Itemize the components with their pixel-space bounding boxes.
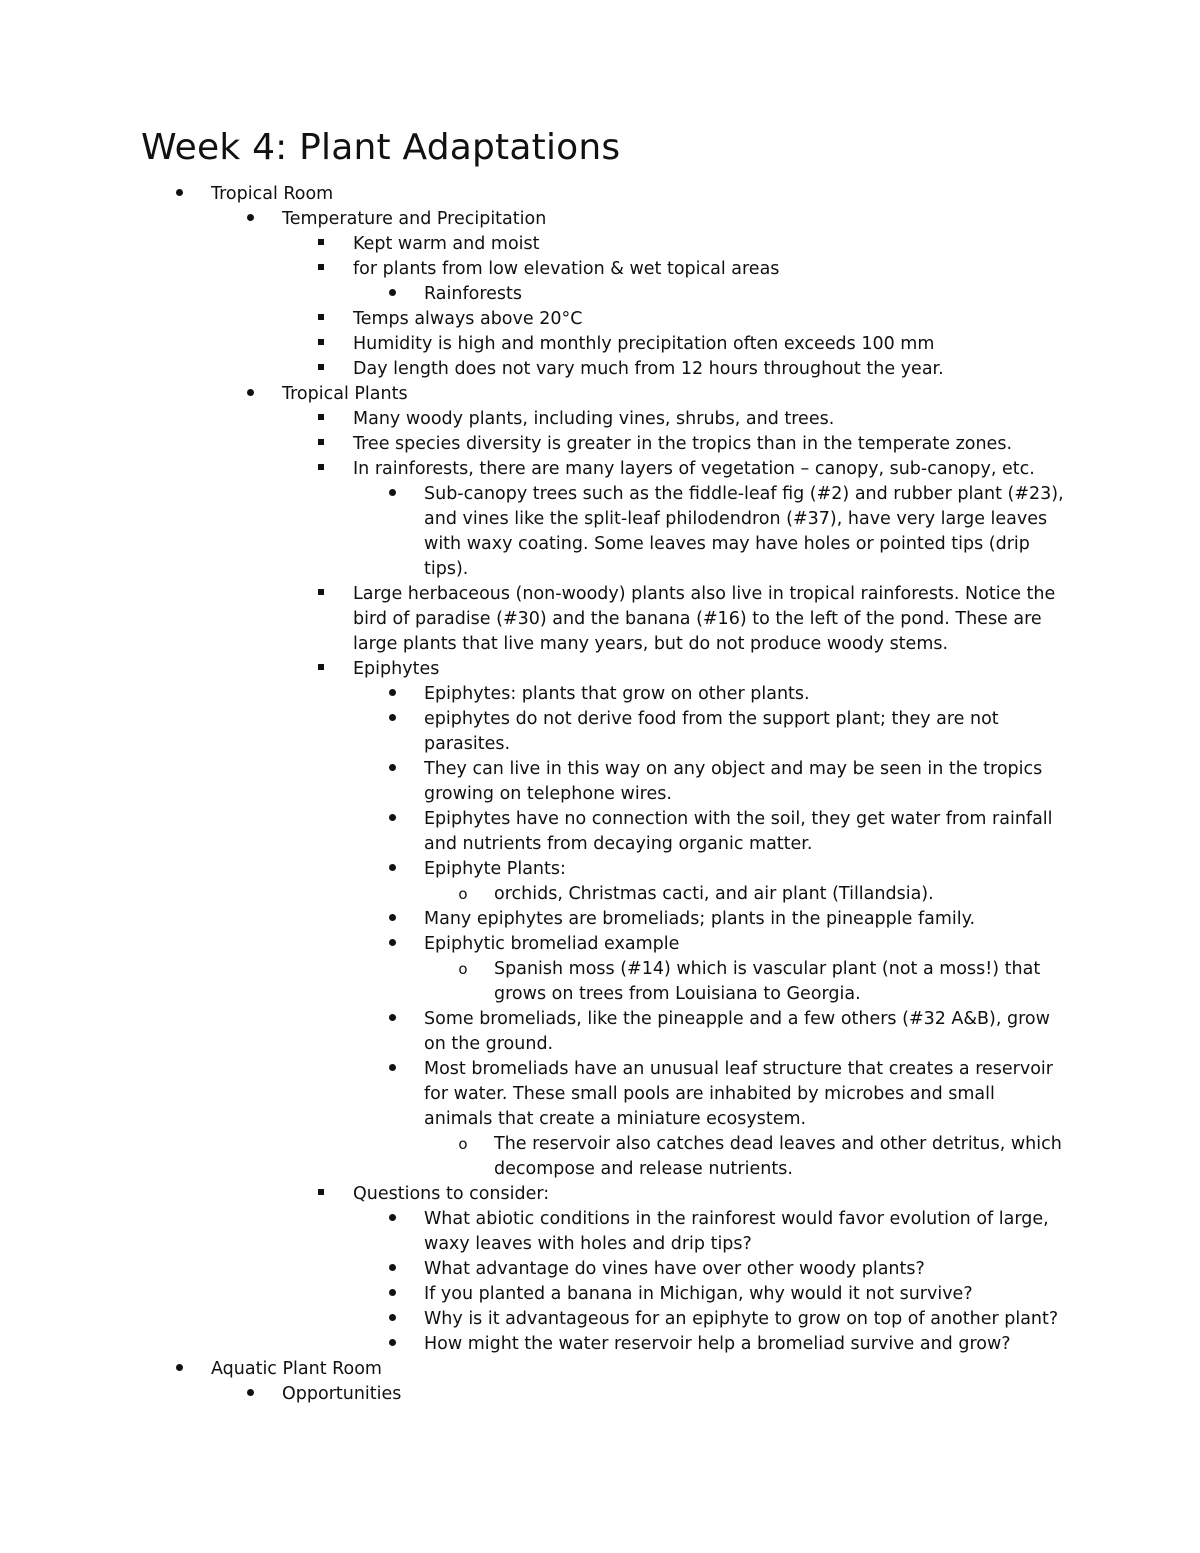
list-item: [0, 382, 1200, 407]
list-item-text: orchids, Christmas cacti, and air plant (Tillandsia).: [494, 884, 934, 904]
list-item-text: and nutrients from decaying organic matter.: [424, 834, 813, 854]
list-item-text: epiphytes do not derive food from the support plant; they are not: [424, 709, 999, 729]
list-item-text: and vines like the split-leaf philodendron (#37), have very large leaves: [424, 509, 1048, 529]
list-item-text: bird of paradise (#30) and the banana (#16) to the left of the pond. These are: [353, 609, 1042, 629]
list-item-text: Questions to consider:: [353, 1184, 550, 1204]
list-item-text: with waxy coating. Some leaves may have holes or pointed tips (drip: [424, 534, 1030, 554]
list-item-text: Some bromeliads, like the pineapple and a few others (#32 A&B), grow: [424, 1009, 1050, 1029]
list-item: [0, 657, 1200, 682]
list-item-text: Kept warm and moist: [353, 234, 540, 254]
list-item: [0, 957, 1200, 1007]
disc-bullet-icon: [385, 282, 399, 307]
list-item-text: They can live in this way on any object and may be seen in the tropics: [424, 759, 1043, 779]
square-bullet-icon: [314, 657, 328, 682]
list-item-text: Day length does not vary much from 12 hours throughout the year.: [353, 359, 944, 379]
list-item-text: decompose and release nutrients.: [494, 1159, 793, 1179]
disc-bullet-icon: [385, 807, 399, 832]
square-bullet-icon: [314, 582, 328, 607]
list-item-text: Tropical Room: [211, 184, 334, 204]
list-item: [0, 1282, 1200, 1307]
disc-bullet-icon: [243, 382, 257, 407]
list-item-text: Epiphytes: plants that grow on other plants.: [424, 684, 810, 704]
list-item: [0, 1132, 1200, 1182]
circle-bullet-icon: [456, 957, 470, 982]
list-item-text: Tropical Plants: [282, 384, 408, 404]
list-item-text: tips).: [424, 559, 469, 579]
page-title: Week 4: Plant Adaptations: [141, 127, 621, 168]
disc-bullet-icon: [243, 207, 257, 232]
list-item: [0, 457, 1200, 482]
list-item: [0, 207, 1200, 232]
list-item-text: large plants that live many years, but do not produce woody stems.: [353, 634, 949, 654]
square-bullet-icon: [314, 357, 328, 382]
disc-bullet-icon: [385, 1207, 399, 1232]
list-item-text: Why is it advantageous for an epiphyte to grow on top of another plant?: [424, 1309, 1059, 1329]
list-item-text: for plants from low elevation & wet topical areas: [353, 259, 780, 279]
list-item: [0, 1357, 1200, 1382]
list-item: [0, 307, 1200, 332]
disc-bullet-icon: [385, 1257, 399, 1282]
list-item-text: Many epiphytes are bromeliads; plants in the pineapple family.: [424, 909, 976, 929]
square-bullet-icon: [314, 457, 328, 482]
disc-bullet-icon: [385, 1332, 399, 1357]
disc-bullet-icon: [385, 757, 399, 782]
list-item: [0, 232, 1200, 257]
list-item: [0, 807, 1200, 857]
list-item: [0, 482, 1200, 582]
list-item-text: waxy leaves with holes and drip tips?: [424, 1234, 752, 1254]
square-bullet-icon: [314, 1182, 328, 1207]
disc-bullet-icon: [385, 1007, 399, 1032]
list-item: [0, 332, 1200, 357]
list-item: [0, 182, 1200, 207]
list-item-text: Opportunities: [282, 1384, 402, 1404]
square-bullet-icon: [314, 307, 328, 332]
list-item: [0, 257, 1200, 282]
list-item-text: parasites.: [424, 734, 511, 754]
disc-bullet-icon: [385, 482, 399, 507]
list-item: [0, 882, 1200, 907]
square-bullet-icon: [314, 332, 328, 357]
list-item: [0, 282, 1200, 307]
list-item-text: Aquatic Plant Room: [211, 1359, 382, 1379]
disc-bullet-icon: [385, 707, 399, 732]
list-item: [0, 1382, 1200, 1407]
list-item: [0, 582, 1200, 657]
disc-bullet-icon: [243, 1382, 257, 1407]
list-item-text: Most bromeliads have an unusual leaf structure that creates a reservoir: [424, 1059, 1053, 1079]
list-item-text: growing on telephone wires.: [424, 784, 672, 804]
list-item: [0, 357, 1200, 382]
list-item-text: What abiotic conditions in the rainforest would favor evolution of large,: [424, 1209, 1049, 1229]
disc-bullet-icon: [385, 857, 399, 882]
list-item-text: If you planted a banana in Michigan, why would it not survive?: [424, 1284, 973, 1304]
list-item: [0, 1307, 1200, 1332]
disc-bullet-icon: [385, 932, 399, 957]
disc-bullet-icon: [385, 1057, 399, 1082]
list-item-text: How might the water reservoir help a bromeliad survive and grow?: [424, 1334, 1011, 1354]
list-item-text: Epiphytes: [353, 659, 440, 679]
list-item-text: Epiphytes have no connection with the soil, they get water from rainfall: [424, 809, 1053, 829]
square-bullet-icon: [314, 232, 328, 257]
list-item-text: Epiphytic bromeliad example: [424, 934, 680, 954]
list-item-text: Sub-canopy trees such as the fiddle-leaf fig (#2) and rubber plant (#23),: [424, 484, 1064, 504]
list-item: [0, 1207, 1200, 1257]
disc-bullet-icon: [172, 182, 186, 207]
list-item: [0, 432, 1200, 457]
list-item-text: Many woody plants, including vines, shrubs, and trees.: [353, 409, 835, 429]
disc-bullet-icon: [172, 1357, 186, 1382]
list-item-text: on the ground.: [424, 1034, 554, 1054]
list-item-text: animals that create a miniature ecosystem.: [424, 1109, 807, 1129]
disc-bullet-icon: [385, 682, 399, 707]
list-item: [0, 857, 1200, 882]
list-item-text: Humidity is high and monthly precipitation often exceeds 100 mm: [353, 334, 935, 354]
list-item: [0, 1057, 1200, 1132]
list-item: [0, 1182, 1200, 1207]
list-item-text: for water. These small pools are inhabited by microbes and small: [424, 1084, 995, 1104]
list-item: [0, 407, 1200, 432]
circle-bullet-icon: [456, 1132, 470, 1157]
list-item-text: Rainforests: [424, 284, 522, 304]
list-item: [0, 682, 1200, 707]
list-item-text: In rainforests, there are many layers of vegetation – canopy, sub-canopy, etc.: [353, 459, 1035, 479]
list-item: [0, 1007, 1200, 1057]
list-item-text: The reservoir also catches dead leaves and other detritus, which: [494, 1134, 1062, 1154]
list-item: [0, 932, 1200, 957]
list-item-text: Spanish moss (#14) which is vascular plant (not a moss!) that: [494, 959, 1041, 979]
disc-bullet-icon: [385, 1282, 399, 1307]
list-item: [0, 1332, 1200, 1357]
square-bullet-icon: [314, 407, 328, 432]
list-item-text: Temperature and Precipitation: [282, 209, 547, 229]
list-item: [0, 907, 1200, 932]
square-bullet-icon: [314, 257, 328, 282]
outline-list: [0, 182, 1200, 1407]
list-item-text: What advantage do vines have over other woody plants?: [424, 1259, 925, 1279]
list-item: [0, 1257, 1200, 1282]
list-item-text: Temps always above 20°C: [353, 309, 583, 329]
disc-bullet-icon: [385, 907, 399, 932]
list-item-text: Large herbaceous (non-woody) plants also live in tropical rainforests. Notice the: [353, 584, 1056, 604]
disc-bullet-icon: [385, 1307, 399, 1332]
list-item-text: grows on trees from Louisiana to Georgia.: [494, 984, 861, 1004]
list-item: [0, 707, 1200, 757]
list-item-text: Tree species diversity is greater in the tropics than in the temperate zones.: [353, 434, 1013, 454]
circle-bullet-icon: [456, 882, 470, 907]
list-item: [0, 757, 1200, 807]
square-bullet-icon: [314, 432, 328, 457]
list-item-text: Epiphyte Plants:: [424, 859, 566, 879]
